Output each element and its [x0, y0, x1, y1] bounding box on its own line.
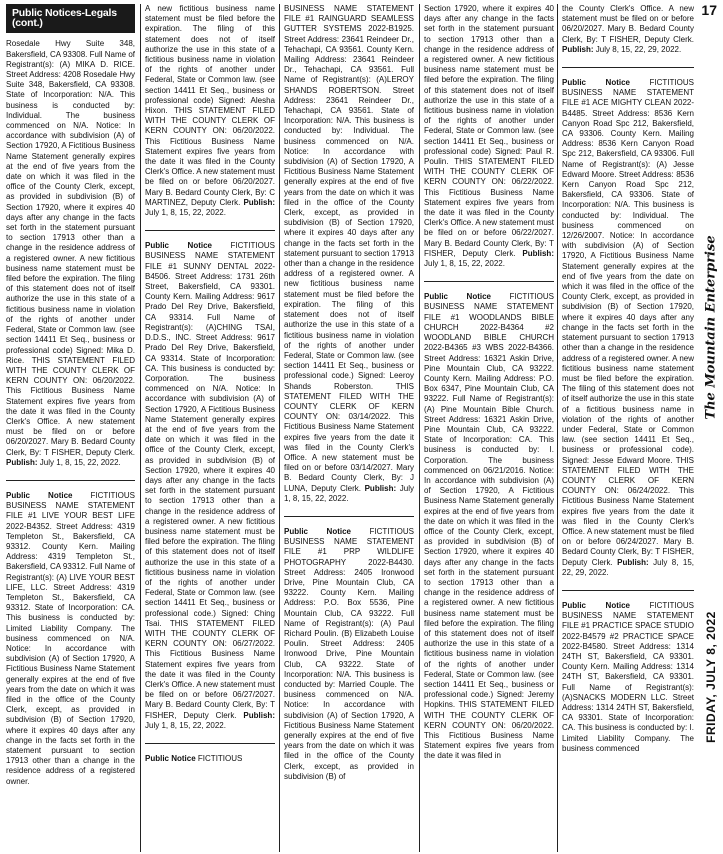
notice-divider — [424, 281, 554, 282]
publish-label: Publish: — [522, 248, 554, 258]
public-notice — [562, 78, 694, 578]
publish-dates: July 1, 8, 15, 22, 2022. — [145, 720, 226, 730]
notices-column-4 — [424, 4, 554, 852]
notices-column-5 — [562, 4, 694, 852]
publish-label: Publish: — [243, 197, 275, 207]
notice-divider — [284, 516, 414, 517]
notices-column-1 — [6, 4, 135, 852]
notice-text — [6, 491, 135, 787]
notice-divider — [562, 67, 694, 68]
notice-lead: Public Notice — [145, 241, 212, 251]
notice-body: FICTITIOUS BUSINESS NAME STATEMENT FILE #1 PRP WILDLIFE PHOTOGRAPHY 2022-B4430. Street Address: 2405 Ironwood Drive, Pine Mountain Club, CA 93222. County Kern. Mailing Address: P.O. Box 5536, Pine Mountain Club, CA 93222. Full Name of Registrant(s): (A) Paul Richard Poulin. (B) Elizabeth Louise Poulin. Street Address: 2405 Ironwood Drive, Pine Mountain Club, CA 93222. State of Incorporation: N/A. This business is conducted by: Married Couple. The business commenced on N/A. Notice: In accordance with subdivision (A) of Section 17920, A Fictitious Business Name Statement generally expires at the end of five years from the date on which it was filed in the office of the County Clerk, except, as provided in subdivision (B) of — [284, 526, 414, 781]
notice-divider — [6, 480, 135, 481]
publish-dates: July 8, 15, 22, 29, 2022. — [595, 44, 682, 54]
notice-body: Section 17920, where it expires 40 days after any change in the facts set forth in the statement pursuant to section 17913 other than a change in the residence address of a registered owner. A new fictitious business name statement must be filed before the expiration. The filing of this statement does not of itself authorize the use in this state of a fictitious business name in violation of the rights of another under Federal, State or Common law. (see section 14411 Et Seq., business or professional code) Signed: Paul R. Poulin. THIS STATEMENT FILED WITH THE COUNTY CLERK OF KERN COUNTY ON: 06/22/2022. This Fictitious Business Name Statement expires five years from the date it was filed in the County Clerk's Office. A new statement must be filed on or before 06/22/2027. Mary B. Bedard County Clerk, By: T FISHER, Deputy Clerk. — [424, 4, 554, 258]
public-notice — [6, 491, 135, 787]
notice-text — [6, 39, 135, 468]
notice-text — [284, 4, 414, 504]
issue-date: FRIDAY, JULY 8, 2022 — [704, 611, 718, 743]
public-notice — [562, 601, 694, 754]
notice-lead: Public Notice — [6, 490, 73, 500]
notice-body: the County Clerk's Office. A new statement must be filed on or before 06/20/2027. Mary B. Bedard County Clerk, By: T FISHER, Deputy Clerk. — [562, 4, 694, 44]
column-rule — [279, 4, 280, 852]
notice-lead: Public Notice — [424, 292, 491, 302]
public-notice — [6, 39, 135, 468]
public-notice — [424, 292, 554, 761]
notice-body: FICTITIOUS BUSINESS NAME STATEMENT FILE #1 LIVE YOUR BEST LIFE 2022-B4352. Street Address: 4319 Templeton St., Bakersfield, CA 93312. County Kern. Mailing Address: 4319 Templeton St., Bakersfield, CA 93312. Full Name of Registrant(s): (A) LIVE YOUR BEST LIFE, LLC. Street Address: 4319 Templeton St., Bakersfield, CA 93312. State of Incorporation: CA. This business is conducted by: Limited Liability Company. The business commenced on N/A. Notice: In accordance with subdivision (A) of Section 17920, A Fictitious Business Name Statement generally expires at the end of five years from the date on which it was filed in the office of the County Clerk, except, as provided in subdivision (B) of Section 17920, where it expires 40 days after any change in the facts set forth in the statement pursuant to section 17913 other than a change in the residence address of a registered owner. — [6, 490, 135, 786]
notice-divider — [562, 590, 694, 591]
column-rule — [140, 4, 141, 852]
notice-body: FICTITIOUS BUSINESS NAME STATEMENT FILE #1 ACE MIGHTY CLEAN 2022-B4485. Street Address: 8536 Kern Canyon Road Spc 212, Bakersfield, CA 93306. County Kern. Mailing Address: 8536 Kern Canyon Road Spc 212, Bakersfield, CA 93306. Full Name of Registrant(s): (A) Jesse Edward Moore. Street Address: 8536 Kern Canyon Road Spc 212, Bakersfield, CA 93306. State of Incorporation: N/A. This business is conducted by: Individual. The business commenced on 12/26/2007. Notice: In accordance with subdivision (A) of Section 17920, A Fictitious Business Name Statement generally expires at the end of five years from the date on which it was filed in the office of the County Clerk, except, as provided in subdivision (B) of Section 17920, where it expires 40 days after any change in the facts set forth in the statement pursuant to section 17913 other than a change in the residence address of a registered owner. A new fictitious business name statement must be filed before the expiration. The filing of this statement does not of itself authorize the use in this state of a fictitious business name in violation of the rights of another under Federal, State or Common law. (see section 14411 Et Seq., business or professional code). Signed: Jesse Edward Moore. THIS STATEMENT FILED WITH THE COUNTY CLERK OF KERN COUNTY ON: 06/24/2022. This Fictitious Business Name Statement expires five years from the date it was filed in the County Clerk's Office. A new statement must be filed on or before 06/24/2027. Mary B. Bedard County Clerk, By: T FISHER, Deputy Clerk. — [562, 78, 694, 567]
notice-lead: Public Notice — [562, 78, 630, 88]
notice-text — [284, 527, 414, 782]
publish-dates: July 1, 8, 15, 22, 2022. — [284, 483, 414, 503]
notice-text — [424, 292, 554, 761]
notice-text — [562, 78, 694, 578]
public-notice — [424, 4, 554, 269]
notice-lead: Public Notice — [145, 754, 196, 764]
notice-text — [562, 4, 694, 55]
publish-dates: July 1, 8, 15, 22, 2022. — [39, 457, 121, 467]
column-rule — [557, 4, 558, 852]
notice-text — [145, 754, 275, 764]
publish-label: Publish: — [6, 457, 38, 467]
notice-body: FICTITIOUS — [197, 754, 243, 764]
section-header: Public Notices-Legals (cont.) — [6, 4, 135, 33]
notice-lead: Public Notice — [284, 526, 351, 536]
column-rule — [419, 4, 420, 852]
publish-label: Publish: — [617, 557, 649, 567]
notices-column-3 — [284, 4, 414, 852]
publish-label: Publish: — [243, 710, 275, 720]
public-notice — [284, 4, 414, 504]
notice-body: FICTITIOUS BUSINESS NAME STATEMENT FILE #1 PRACTICE SPACE STUDIO 2022-B4579 #2 PRACTICE SPACE 2022-B4580. Street Address: 1314 24TH ST, Bakersfield, CA 93301. County Kern. Mailing Address: 1314 24TH ST, Bakersfield, CA 93301. Full Name of Registrant(s): (A)SNACKS MODERN LLC. Street Address: 1314 24TH ST, Bakersfield, CA 93301. State of Incorporation: CA. This business is conducted by: I. Limited Liability Company. The business commenced — [562, 600, 694, 753]
publish-dates: July 8, 15, 22, 29, 2022. — [562, 557, 694, 577]
public-notice — [145, 4, 275, 218]
public-notice — [145, 241, 275, 731]
publish-label: Publish: — [562, 44, 594, 54]
notice-body: Rosedale Hwy Suite 348, Bakersfield, CA 93308. Full Name of Registrant(s): (A) MIKA D. RICE. Street Address: 4208 Rosedale Hwy Suite 348, Bakersfield, CA 93308. State of Incorporation: N/A. This business is conducted by: Individual. The business commenced on N/A. Notice: In accordance with subdivision (A) of Section 17920, A Fictitious Business Name Statement generally expires at the end of five years from the date on which it was filed in the office of the County Clerk, except, as provided in subdivision (B) of Section 17920, where it expires 40 days after any change in the facts set forth in the statement pursuant to section 17913 other than a change in the residence address of a registered owner. A new fictitious business name statement must be filed before the expiration. The filing of this statement does not of itself authorize the use in this state of a fictitious business name in violation of the rights of another under Federal, State or Common law. (see section 14411 Et Seq., business or professional code) Signed: Mika D. Rice. THIS STATEMENT FILED WITH THE COUNTY CLERK OF KERN COUNTY ON: 06/20/2022. This Fictitious Business Name Statement expires five years from the date it was filed in the County Clerk's Office. A new statement must be filed on or before 06/20/2027. Mary B. Bedard County Clerk, By: T FISHER, Deputy Clerk. — [6, 39, 135, 457]
public-notice — [145, 754, 275, 764]
notice-body: BUSINESS NAME STATEMENT FILE #1 RAINGUARD SEAMLESS GUTTER SYSTEMS 2022-B1925. Street Address: 23641 Reindeer Dr., Tehachapi, CA 93561. County Kern. Mailing Address: 23641 Reindeer Dr., Tehachapi, CA 93561. Full Name of Registrant(s): (A)LEROY SHANDS ROBERTSON. Street Address: 23641 Reindeer Dr., Tehachapi, CA 93561. State of Incorporation: N/A. This business is conducted by: Individual. The business commenced on N/A. Notice: In accordance with subdivision (A) of Section 17920, A Fictitious Business Name Statement generally expires at the end of five years from the date on which it was filed in the office of the County Clerk, except, as provided in subdivision (B) of Section 17920, where it expires 40 days after any change in the facts set forth in the statement pursuant to section 17913 other than a change in the residence address of a registered owner. A new fictitious business name statement must be filed before the expiration. The filing of this statement does not of itself authorize the use in this state of a fictitious business name in violation of the rights of another under Federal, State or Common law. (see section 14411 Et Seq., business or professional code.) Signed: Leeroy Shands Roberston. THIS STATEMENT FILED WITH THE COUNTY CLERK OF KERN COUNTY ON: 03/14/2022. This Fictitious Business Name Statement expires five years from the date it was filed in the County Clerk's Office. A new statement must be filed on or before 03/14/2027. Mary B. Bedard County Clerk, By: J LUNA, Deputy Clerk. — [284, 4, 414, 493]
notice-divider — [145, 743, 275, 744]
notice-body: A new fictitious business name statement must be filed before the expiration. The filing of this statement does not of itself authorize the use in this state of a fictitious business name in violation of the rights of another under Federal, State or Common law. (see section 14411 Et Seq., business or professional code) Signed: Alesha Hixon. THIS STATEMENT FILED WITH THE COUNTY CLERK OF KERN COUNTY ON: 06/20/2022. This Fictitious Business Name Statement expires five years from the date it was filed in the County Clerk's Office. A new statement must be filed on or before 06/20/2027. Mary B. Bedard County Clerk, By: C MARTINEZ, Deputy Clerk. — [145, 4, 275, 207]
notices-column-2 — [145, 4, 275, 852]
public-notice — [284, 527, 414, 782]
notice-divider — [145, 230, 275, 231]
notice-text — [145, 4, 275, 218]
notice-body: FICTITIOUS BUSINESS NAME STATEMENT FILE #1 SUNNY DENTAL 2022-B4506. Street Address: 1731 26th Street, Bakersfield, CA 93301. County Kern. Mailing Address: 9617 Prado Del Rey Drive, Bakersfield, CA 93314. Full Name of Registrant(s): (A)CHING TSAI, D.D.S., INC. Street Address: 9617 Prado Del Rey Drive, Bakersfield, CA 93314. State of Incorporation: CA. This business is conducted by: Corporation. The business commenced on N/A. Notice: In accordance with subdivision (A) of Section 17920, A Fictitious Business Name Statement generally expires at the end of five years from the date on which it was filed in the office of the County Clerk, except, as provided in subdivision (B) of Section 17920, where it expires 40 days after any change in the facts set forth in the statement pursuant to section 17913 other than a change in the residence address of a registered owner. A new fictitious business name statement must be filed before the expiration. The filing of this statement does not of itself authorize the use in this state of a fictitious business name in violation of the rights of another under Federal, State or Common law. (see section 14411 Et Seq., business or professional code.) Signed: Ching Tsai. THIS STATEMENT FILED WITH THE COUNTY CLERK OF KERN COUNTY ON: 06/27/2022. This Fictitious Business Name Statement expires five years from the date it was filed in the County Clerk's Office. A new statement must be filed on or before 06/27/2027. Mary B. Bedard County Clerk, By: T FISHER, Deputy Clerk. — [145, 241, 275, 720]
publish-dates: July 1, 8, 15, 22, 2022. — [145, 208, 226, 218]
notice-text — [424, 4, 554, 269]
public-notice — [562, 4, 694, 55]
side-masthead — [701, 230, 721, 850]
notice-text — [562, 601, 694, 754]
publication-name: The Mountain Enterprise — [703, 235, 719, 420]
publish-label: Publish: — [364, 483, 397, 493]
page-number: 17 — [701, 2, 717, 18]
notice-lead: Public Notice — [562, 600, 630, 610]
notice-body: FICTITIOUS BUSINESS NAME STATEMENT FILE #1 WOODLANDS BIBLE CHURCH 2022-B4364 #2 WOODLAND BIBLE CHURCH 2022-B4365 #3 WBS 2022-B4366. Street Address: 16321 Askin Drive, Pine Mountain Club, CA 93222. County Kern. Mailing Address: P.O. Box 6347, Pine Mountain Club, CA 93222. Full Name of Registrant(s): (A) Pine Mountain Bible Church. Street Address: 16321 Askin Drive, Pine Mountain Club, CA 93222. State of Incorporation: CA. This business is conducted by: I. Corporation. The business commenced on 06/21/2016. Notice: In accordance with subdivision (A) of Section 17920, A Fictitious Business Name Statement generally expires at the end of five years from the date on which it was filed in the office of the County Clerk, except, as provided in subdivision (B) of Section 17920, where it expires 40 days after any change in the facts set forth in the statement pursuant to section 17913 other than a change in the residence address of a registered owner. A new fictitious business name statement must be filed before the expiration. The filing of this statement does not of itself authorize the use in this state of a fictitious business name in violation of the rights of another under Federal, State or Common law. (see section 14411 Et Seq., business or professional code.) Signed: Jeremy Hopkins. THIS STATEMENT FILED WITH THE COUNTY CLERK OF KERN COUNTY ON: 06/20/2022. This Fictitious Business Name Statement expires five years from the date it was filed in — [424, 292, 554, 761]
notice-text — [145, 241, 275, 731]
publish-dates: July 1, 8, 15, 22, 2022. — [424, 259, 505, 269]
